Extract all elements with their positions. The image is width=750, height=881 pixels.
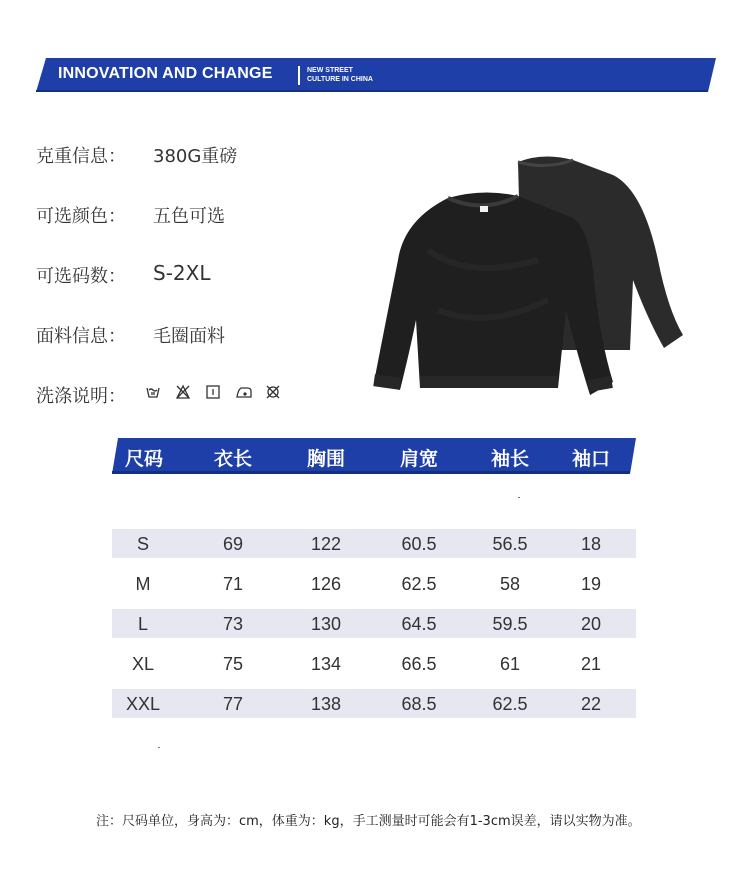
table-row [112, 649, 636, 678]
table-cell: 69 [222, 534, 244, 554]
table-row [112, 529, 636, 558]
sweatshirt-front [373, 192, 613, 395]
weight-value: 380G重磅 [153, 146, 238, 167]
table-cell: 62.5 [401, 574, 437, 594]
hand-wash-icon [147, 388, 159, 397]
table-cell: 73 [222, 614, 244, 634]
table-cell: L [137, 614, 149, 634]
header-sleeve-length: 袖长 [490, 448, 530, 470]
tumble-dry-icon [207, 386, 219, 398]
table-cell: 60.5 [401, 534, 437, 554]
neck-label [480, 206, 488, 212]
table-cell: 71 [222, 574, 244, 594]
colors-value: 五色可选 [153, 206, 225, 227]
banner-title: INNOVATION AND CHANGE [58, 65, 273, 82]
table-cell: 21 [580, 654, 602, 674]
table-cell: 62.5 [492, 694, 528, 714]
sizes-label: 可选码数： [36, 266, 126, 287]
table-cell: M [135, 574, 151, 594]
fabric-value: 毛圈面料 [153, 326, 225, 347]
table-cell: 59.5 [492, 614, 528, 634]
iron-icon [237, 388, 251, 397]
no-dry-clean-icon [267, 386, 279, 398]
weight-label: 克重信息： [36, 146, 126, 167]
table-cell: 126 [310, 574, 342, 594]
fabric-label: 面料信息： [36, 326, 126, 347]
top-banner [36, 58, 716, 92]
table-cell: 64.5 [401, 614, 437, 634]
table-row [112, 569, 636, 598]
banner-subtitle-line2: CULTURE IN CHINA [307, 76, 373, 83]
header-size: 尺码 [124, 448, 164, 470]
table-cell: 61 [499, 654, 521, 674]
table-cell: 130 [310, 614, 342, 634]
no-bleach-icon [177, 386, 189, 398]
table-cell: 122 [310, 534, 342, 554]
table-cell: 75 [222, 654, 244, 674]
table-cell: 58 [499, 574, 521, 594]
size-table-header [112, 438, 636, 474]
banner-divider [298, 66, 300, 85]
header-cuff: 袖口 [571, 448, 611, 470]
header-chest: 胸围 [306, 448, 346, 470]
table-row [112, 609, 636, 638]
table-cell: XXL [125, 694, 161, 714]
table-cell: 66.5 [401, 654, 437, 674]
stray-dot [518, 497, 520, 498]
stray-dot [158, 747, 160, 748]
table-cell: 77 [222, 694, 244, 714]
table-cell: 68.5 [401, 694, 437, 714]
table-cell: 19 [580, 574, 602, 594]
table-cell: 22 [580, 694, 602, 714]
header-length: 衣长 [213, 448, 253, 470]
footnote: 注：尺码单位，身高为：cm，体重为：kg，手工测量时可能会有1-3cm误差，请以实物为准。 [96, 814, 641, 829]
sweatshirt-image [368, 150, 688, 400]
banner-subtitle-line1: NEW STREET [307, 67, 353, 74]
banner-subtitle [307, 66, 373, 84]
colors-label: 可选颜色： [36, 206, 126, 227]
table-row [112, 689, 636, 718]
table-cell: 56.5 [492, 534, 528, 554]
table-cell: 134 [310, 654, 342, 674]
table-cell: XL [131, 654, 155, 674]
table-cell: S [136, 534, 150, 554]
wash-label: 洗涤说明： [36, 386, 126, 407]
sizes-value: S-2XL [153, 261, 211, 285]
care-icons [146, 384, 326, 400]
table-cell: 18 [580, 534, 602, 554]
table-cell: 138 [310, 694, 342, 714]
header-shoulder: 肩宽 [399, 448, 439, 470]
table-header-background [112, 438, 636, 474]
table-cell: 20 [580, 614, 602, 634]
